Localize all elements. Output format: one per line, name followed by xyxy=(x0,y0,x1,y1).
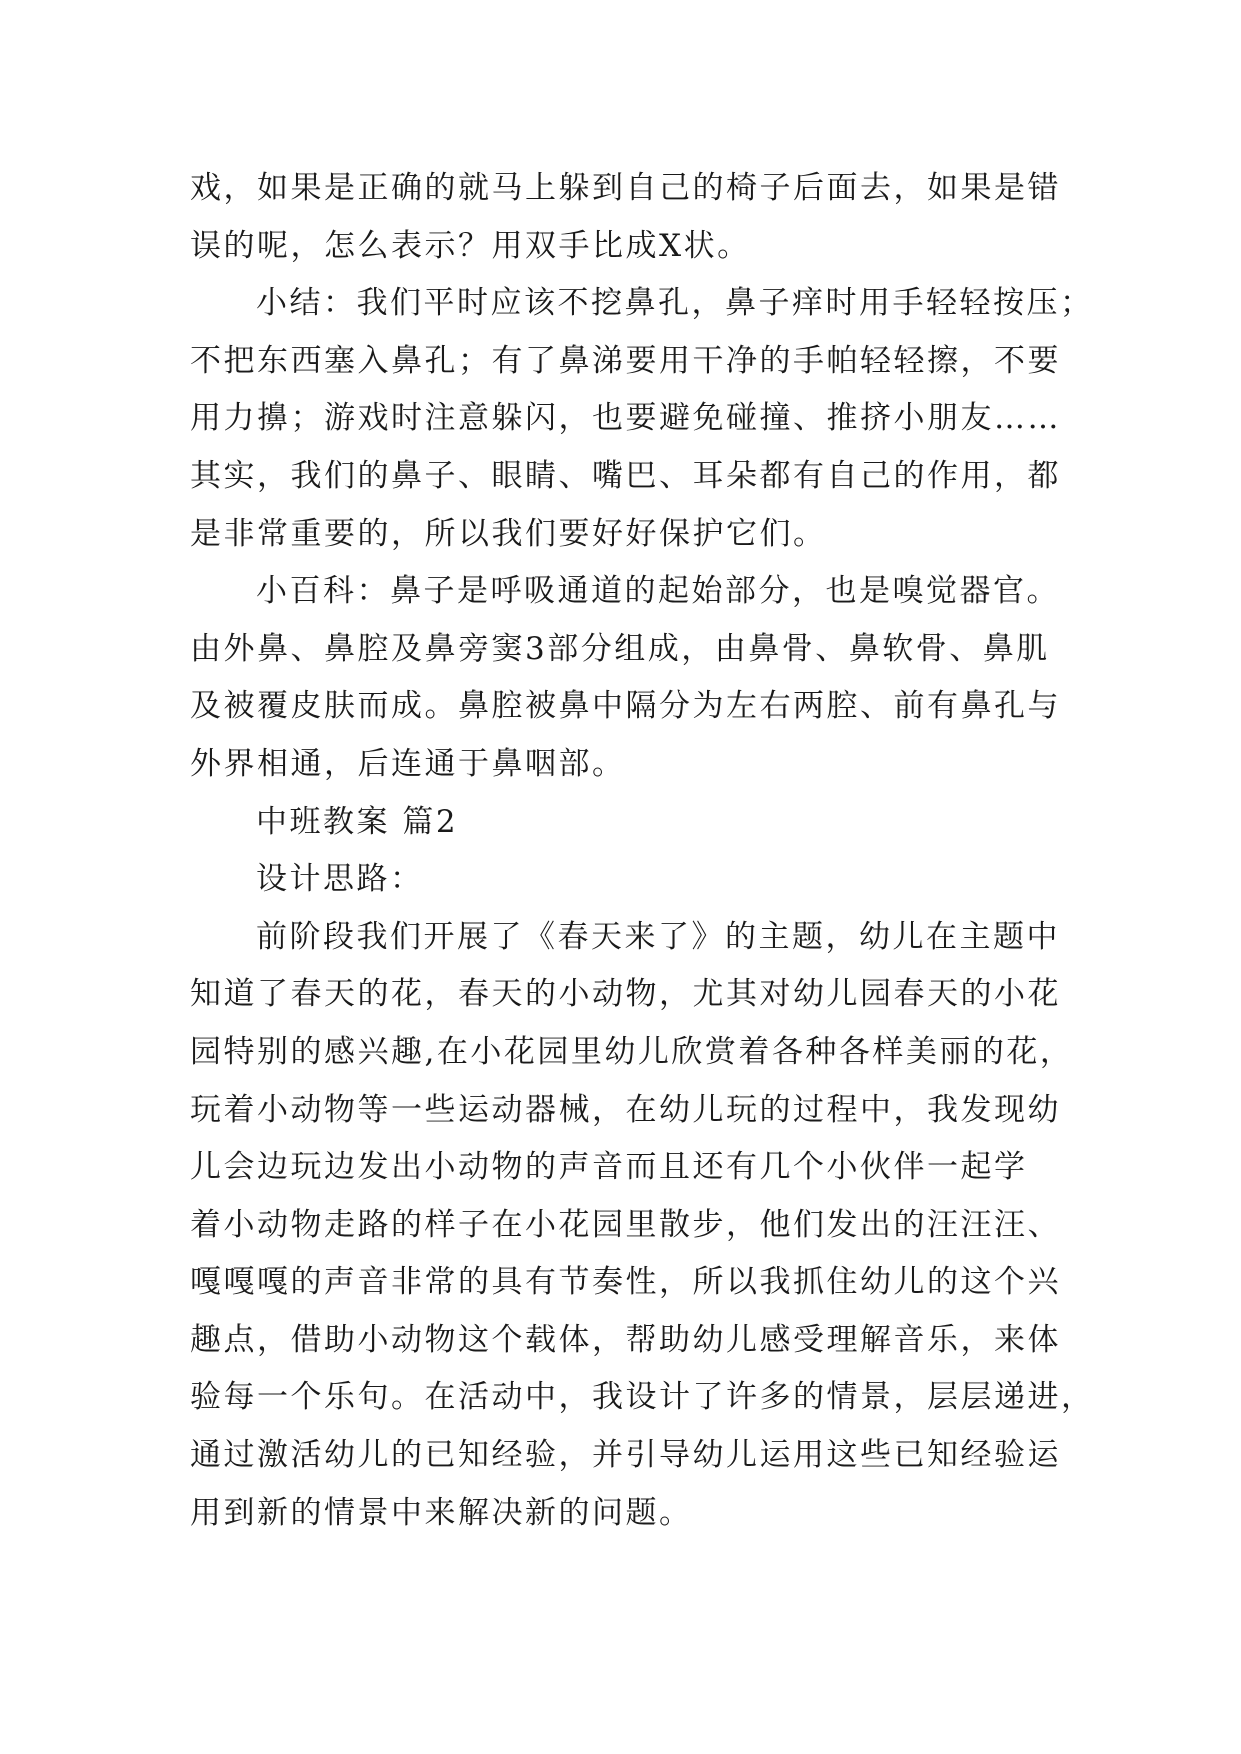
section-heading: 中班教案 篇2 xyxy=(256,803,459,840)
text-line: 知道了春天的花，春天的小动物，尤其对幼儿园春天的小花 xyxy=(190,976,1061,1013)
text-line-indented: 小结：我们平时应该不挖鼻孔，鼻子痒时用手轻轻按压； xyxy=(256,285,1094,322)
text-line: 玩着小动物等一些运动器械，在幼儿玩的过程中，我发现幼 xyxy=(190,1091,1061,1128)
text-line: 用力擤；游戏时注意躲闪，也要避免碰撞、推挤小朋友…… xyxy=(190,400,1061,437)
text-line: 外界相通，后连通于鼻咽部。 xyxy=(190,745,626,782)
text-line: 误的呢，怎么表示？用双手比成X状。 xyxy=(190,227,751,264)
text-line: 园特别的感兴趣,在小花园里幼儿欣赏着各种各样美丽的花， xyxy=(190,1033,1074,1070)
text-line: 是非常重要的，所以我们要好好保护它们。 xyxy=(190,515,827,552)
subsection-heading: 设计思路： xyxy=(256,861,424,898)
text-line: 儿会边玩边发出小动物的声音而且还有几个小伙伴一起学 xyxy=(190,1149,1028,1186)
text-line: 由外鼻、鼻腔及鼻旁窦3部分组成，由鼻骨、鼻软骨、鼻肌 xyxy=(190,630,1050,667)
text-line: 验每一个乐句。在活动中，我设计了许多的情景，层层递进， xyxy=(190,1379,1095,1416)
text-line-indented: 小百科：鼻子是呼吸通道的起始部分，也是嗅觉器官。 xyxy=(256,573,1060,610)
document-body xyxy=(190,160,1095,1542)
text-line: 及被覆皮肤而成。鼻腔被鼻中隔分为左右两腔、前有鼻孔与 xyxy=(190,688,1061,725)
text-line-indented: 前阶段我们开展了《春天来了》的主题，幼儿在主题中 xyxy=(256,918,1060,955)
text-line: 趣点，借助小动物这个载体，帮助幼儿感受理解音乐，来体 xyxy=(190,1321,1061,1358)
text-line: 戏，如果是正确的就马上躲到自己的椅子后面去，如果是错 xyxy=(190,170,1061,206)
text-line: 着小动物走路的样子在小花园里散步，他们发出的汪汪汪、 xyxy=(190,1206,1061,1243)
text-line: 其实，我们的鼻子、眼睛、嘴巴、耳朵都有自己的作用，都 xyxy=(190,457,1061,494)
text-line: 嘎嘎嘎的声音非常的具有节奏性，所以我抓住幼儿的这个兴 xyxy=(190,1264,1061,1301)
text-line: 通过激活幼儿的已知经验，并引导幼儿运用这些已知经验运 xyxy=(190,1437,1061,1474)
text-line: 用到新的情景中来解决新的问题。 xyxy=(190,1494,693,1531)
text-line: 不把东西塞入鼻孔；有了鼻涕要用干净的手帕轻轻擦，不要 xyxy=(190,342,1061,379)
